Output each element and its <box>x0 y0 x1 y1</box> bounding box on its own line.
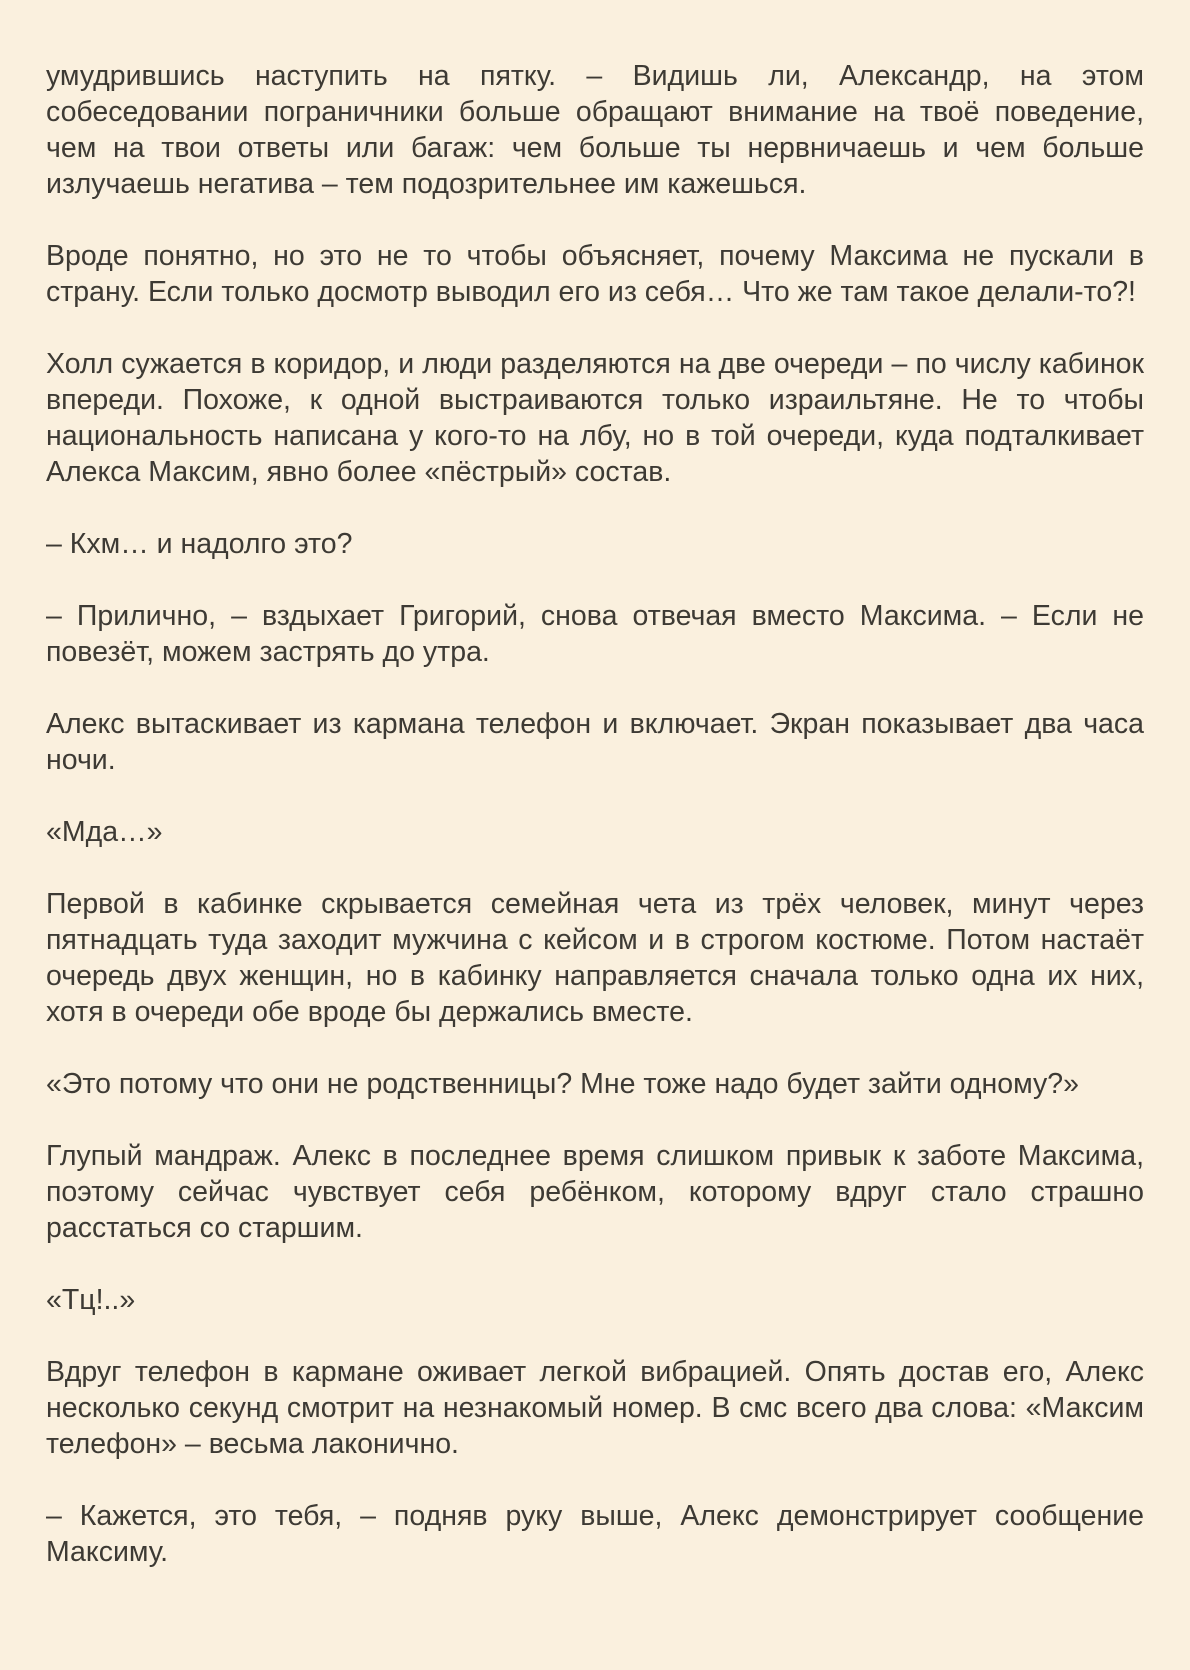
paragraph-12: Вдруг телефон в кармане оживает легкой вибрацией. Опять достав его, Алекс несколько секунд смотрит на незнакомый номер. В смс всего два слова: «Максим телефон» – весьма лаконично. <box>46 1356 1144 1460</box>
paragraph-7: «Мда…» <box>46 816 163 848</box>
paragraph-6: Алекс вытаскивает из кармана телефон и включает. Экран показывает два часа ночи. <box>46 708 1144 776</box>
paragraph-3: Холл сужается в коридор, и люди разделяются на две очереди – по числу кабинок впереди. Похоже, к одной выстраиваются только израильтяне. Не то чтобы национальность написана у кого-то на лбу, но в той очереди, куда подталкивает Алекса Максим, явно более «пёстрый» состав. <box>46 348 1144 488</box>
paragraph-9: «Это потому что они не родственницы? Мне тоже надо будет зайти одному?» <box>46 1068 1079 1100</box>
paragraph-1: умудрившись наступить на пятку. – Видишь ли, Александр, на этом собеседовании пограничники больше обращают внимание на твоё поведение, чем на твои ответы или багаж: чем больше ты нервничаешь и чем больше излучаешь негатива – тем подозрительнее им кажешься. <box>46 60 1144 200</box>
document-page <box>46 58 1144 1606</box>
paragraph-5: – Прилично, – вздыхает Григорий, снова отвечая вместо Максима. – Если не повезёт, можем застрять до утра. <box>46 600 1144 668</box>
paragraph-11: «Тц!..» <box>46 1284 136 1316</box>
paragraph-4: – Кхм… и надолго это? <box>46 528 353 560</box>
paragraph-2: Вроде понятно, но это не то чтобы объясняет, почему Максима не пускали в страну. Если только досмотр выводил его из себя… Что же там такое делали-то?! <box>46 240 1144 308</box>
paragraph-8: Первой в кабинке скрывается семейная чета из трёх человек, минут через пятнадцать туда заходит мужчина с кейсом и в строгом костюме. Потом настаёт очередь двух женщин, но в кабинку направляется сначала только одна их них, хотя в очереди обе вроде бы держались вместе. <box>46 888 1144 1028</box>
paragraph-13: – Кажется, это тебя, – подняв руку выше, Алекс демонстрирует сообщение Максиму. <box>46 1500 1144 1568</box>
paragraph-10: Глупый мандраж. Алекс в последнее время слишком привык к заботе Максима, поэтому сейчас чувствует себя ребёнком, которому вдруг стало страшно расстаться со старшим. <box>46 1140 1144 1244</box>
